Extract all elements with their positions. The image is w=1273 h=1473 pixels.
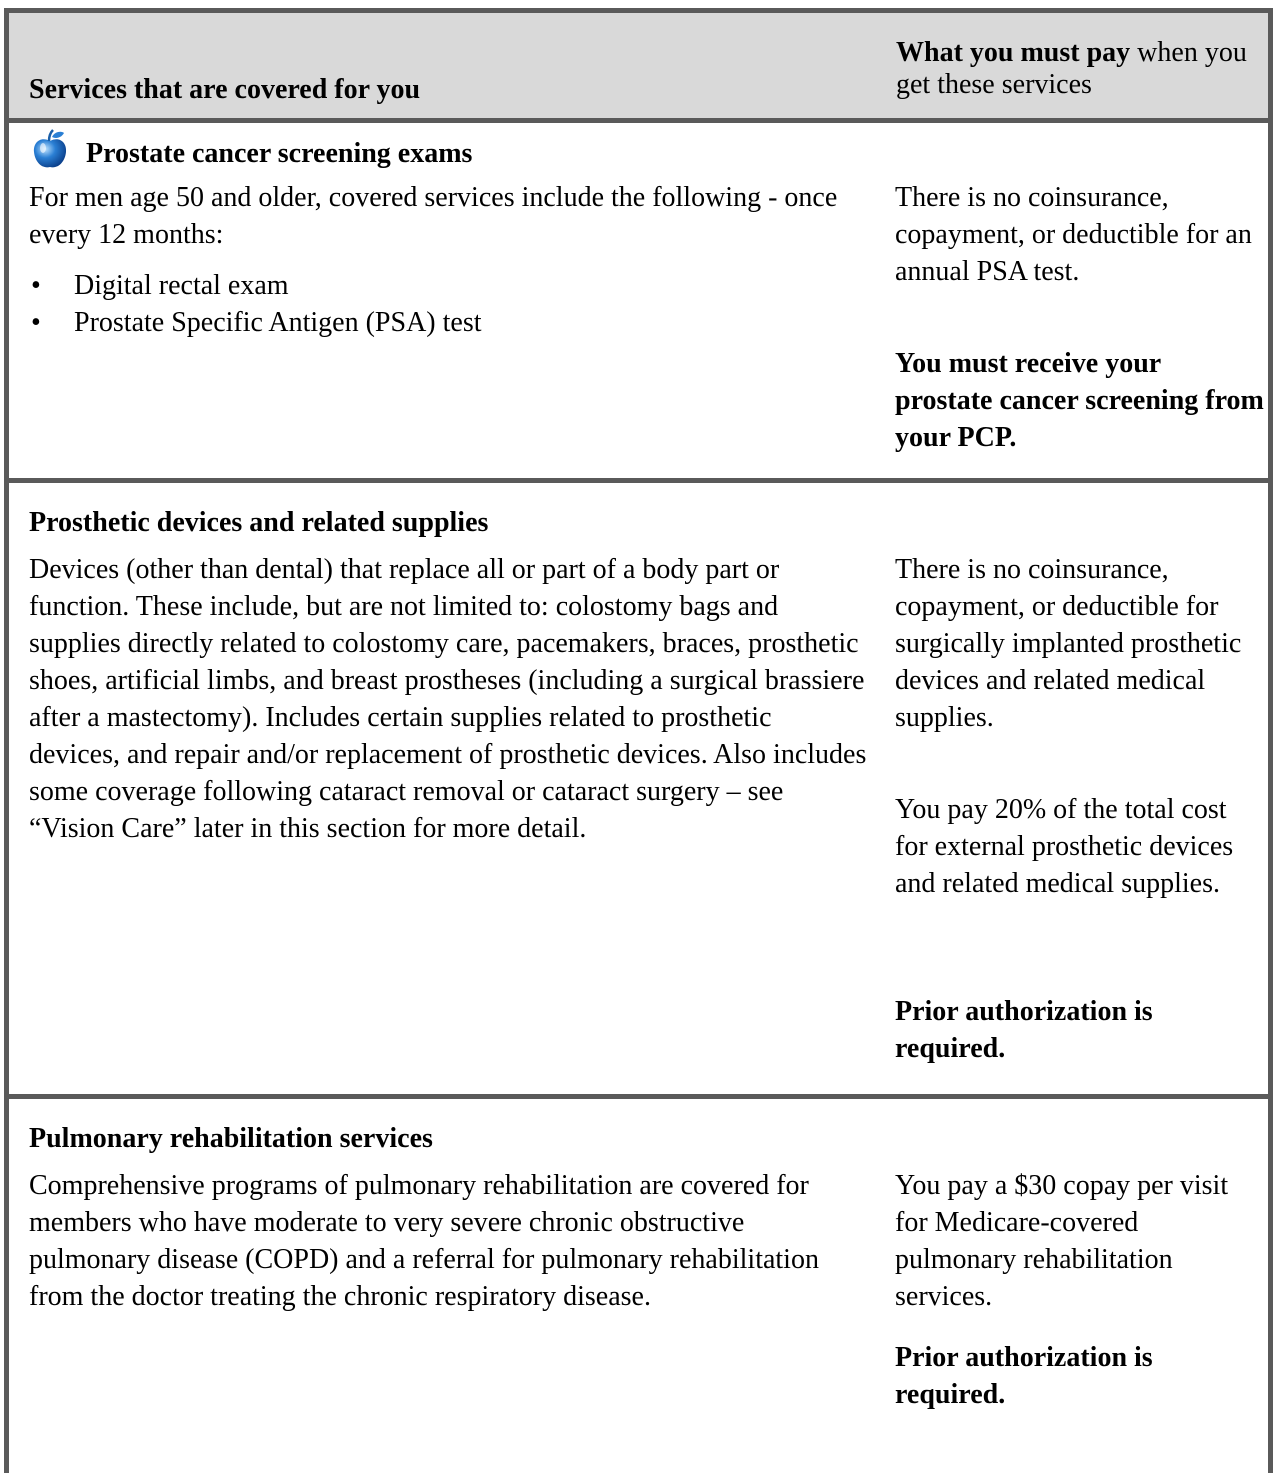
apple-icon [31, 128, 69, 170]
description-text: For men age 50 and older, covered services include the following - once every 12 months: [29, 182, 838, 250]
bullet-item: • Digital rectal exam [29, 267, 482, 304]
description-text: Comprehensive programs of pulmonary rehabilitation are covered for members who have moderate to very severe chronic obstructive pulmonary disease (COPD) and a referral for pulmonary rehabilitation from the doctor treating the chronic respiratory disease. [29, 1170, 819, 1312]
pay-cell [895, 1167, 1265, 1315]
bullet-list [29, 267, 482, 341]
row-pulmonary-rehab [9, 1099, 1268, 1473]
table-header [9, 13, 1268, 118]
row-title: Prostate cancer screening exams [86, 138, 473, 169]
header-pay-label [896, 37, 1266, 101]
pay-text: There is no coinsurance, copayment, or deductible for surgically implanted prosthetic devices and related medical supplies. [895, 554, 1242, 733]
pay-requirement: Prior authorization is required. [895, 996, 1153, 1064]
pay-cell-note [895, 345, 1265, 456]
pay-cell [895, 179, 1265, 290]
pay-requirement: Prior authorization is required. [895, 1342, 1153, 1410]
pay-text: There is no coinsurance, copayment, or deductible for an annual PSA test. [895, 182, 1252, 287]
description-text: Devices (other than dental) that replace all or part of a body part or function. These include, but are not limited to: colostomy bags and supplies directly related to colostomy care, pacemakers, braces, prosthetic shoes, artificial limbs, and breast prostheses (including a surgical brassiere after a mastectomy). Includes certain supplies related to prosthetic devices, and repair and/or replacement of prosthetic devices. Also includes some coverage following cataract removal or cataract surgery – see “Vision Care” later in this section for more detail. [29, 554, 867, 844]
header-services-label: Services that are covered for you [29, 74, 421, 105]
bullet-item: • Prostate Specific Antigen (PSA) test [29, 304, 482, 341]
row-title: Pulmonary rehabilitation services [29, 1123, 433, 1154]
pay-cell-note [895, 993, 1265, 1067]
pay-requirement: You must receive your prostate cancer screening from your PCP. [895, 348, 1264, 453]
pay-cell [895, 551, 1265, 736]
row-prostate-screening [9, 123, 1268, 478]
pay-cell-note [895, 1339, 1265, 1413]
pay-text: You pay 20% of the total cost for external prosthetic devices and related medical supplies. [895, 794, 1234, 899]
row-description [29, 179, 869, 253]
row-description [29, 551, 869, 847]
row-prosthetic-devices [9, 483, 1268, 1063]
pay-text: You pay a $30 copay per visit for Medicare-covered pulmonary rehabilitation services. [895, 1170, 1229, 1312]
row-description [29, 1167, 869, 1315]
row-title: Prosthetic devices and related supplies [29, 507, 489, 538]
header-pay-rest: when you get these services [896, 37, 1247, 100]
pay-cell-second [895, 791, 1265, 902]
header-pay-bold: What you must pay [896, 37, 1131, 68]
